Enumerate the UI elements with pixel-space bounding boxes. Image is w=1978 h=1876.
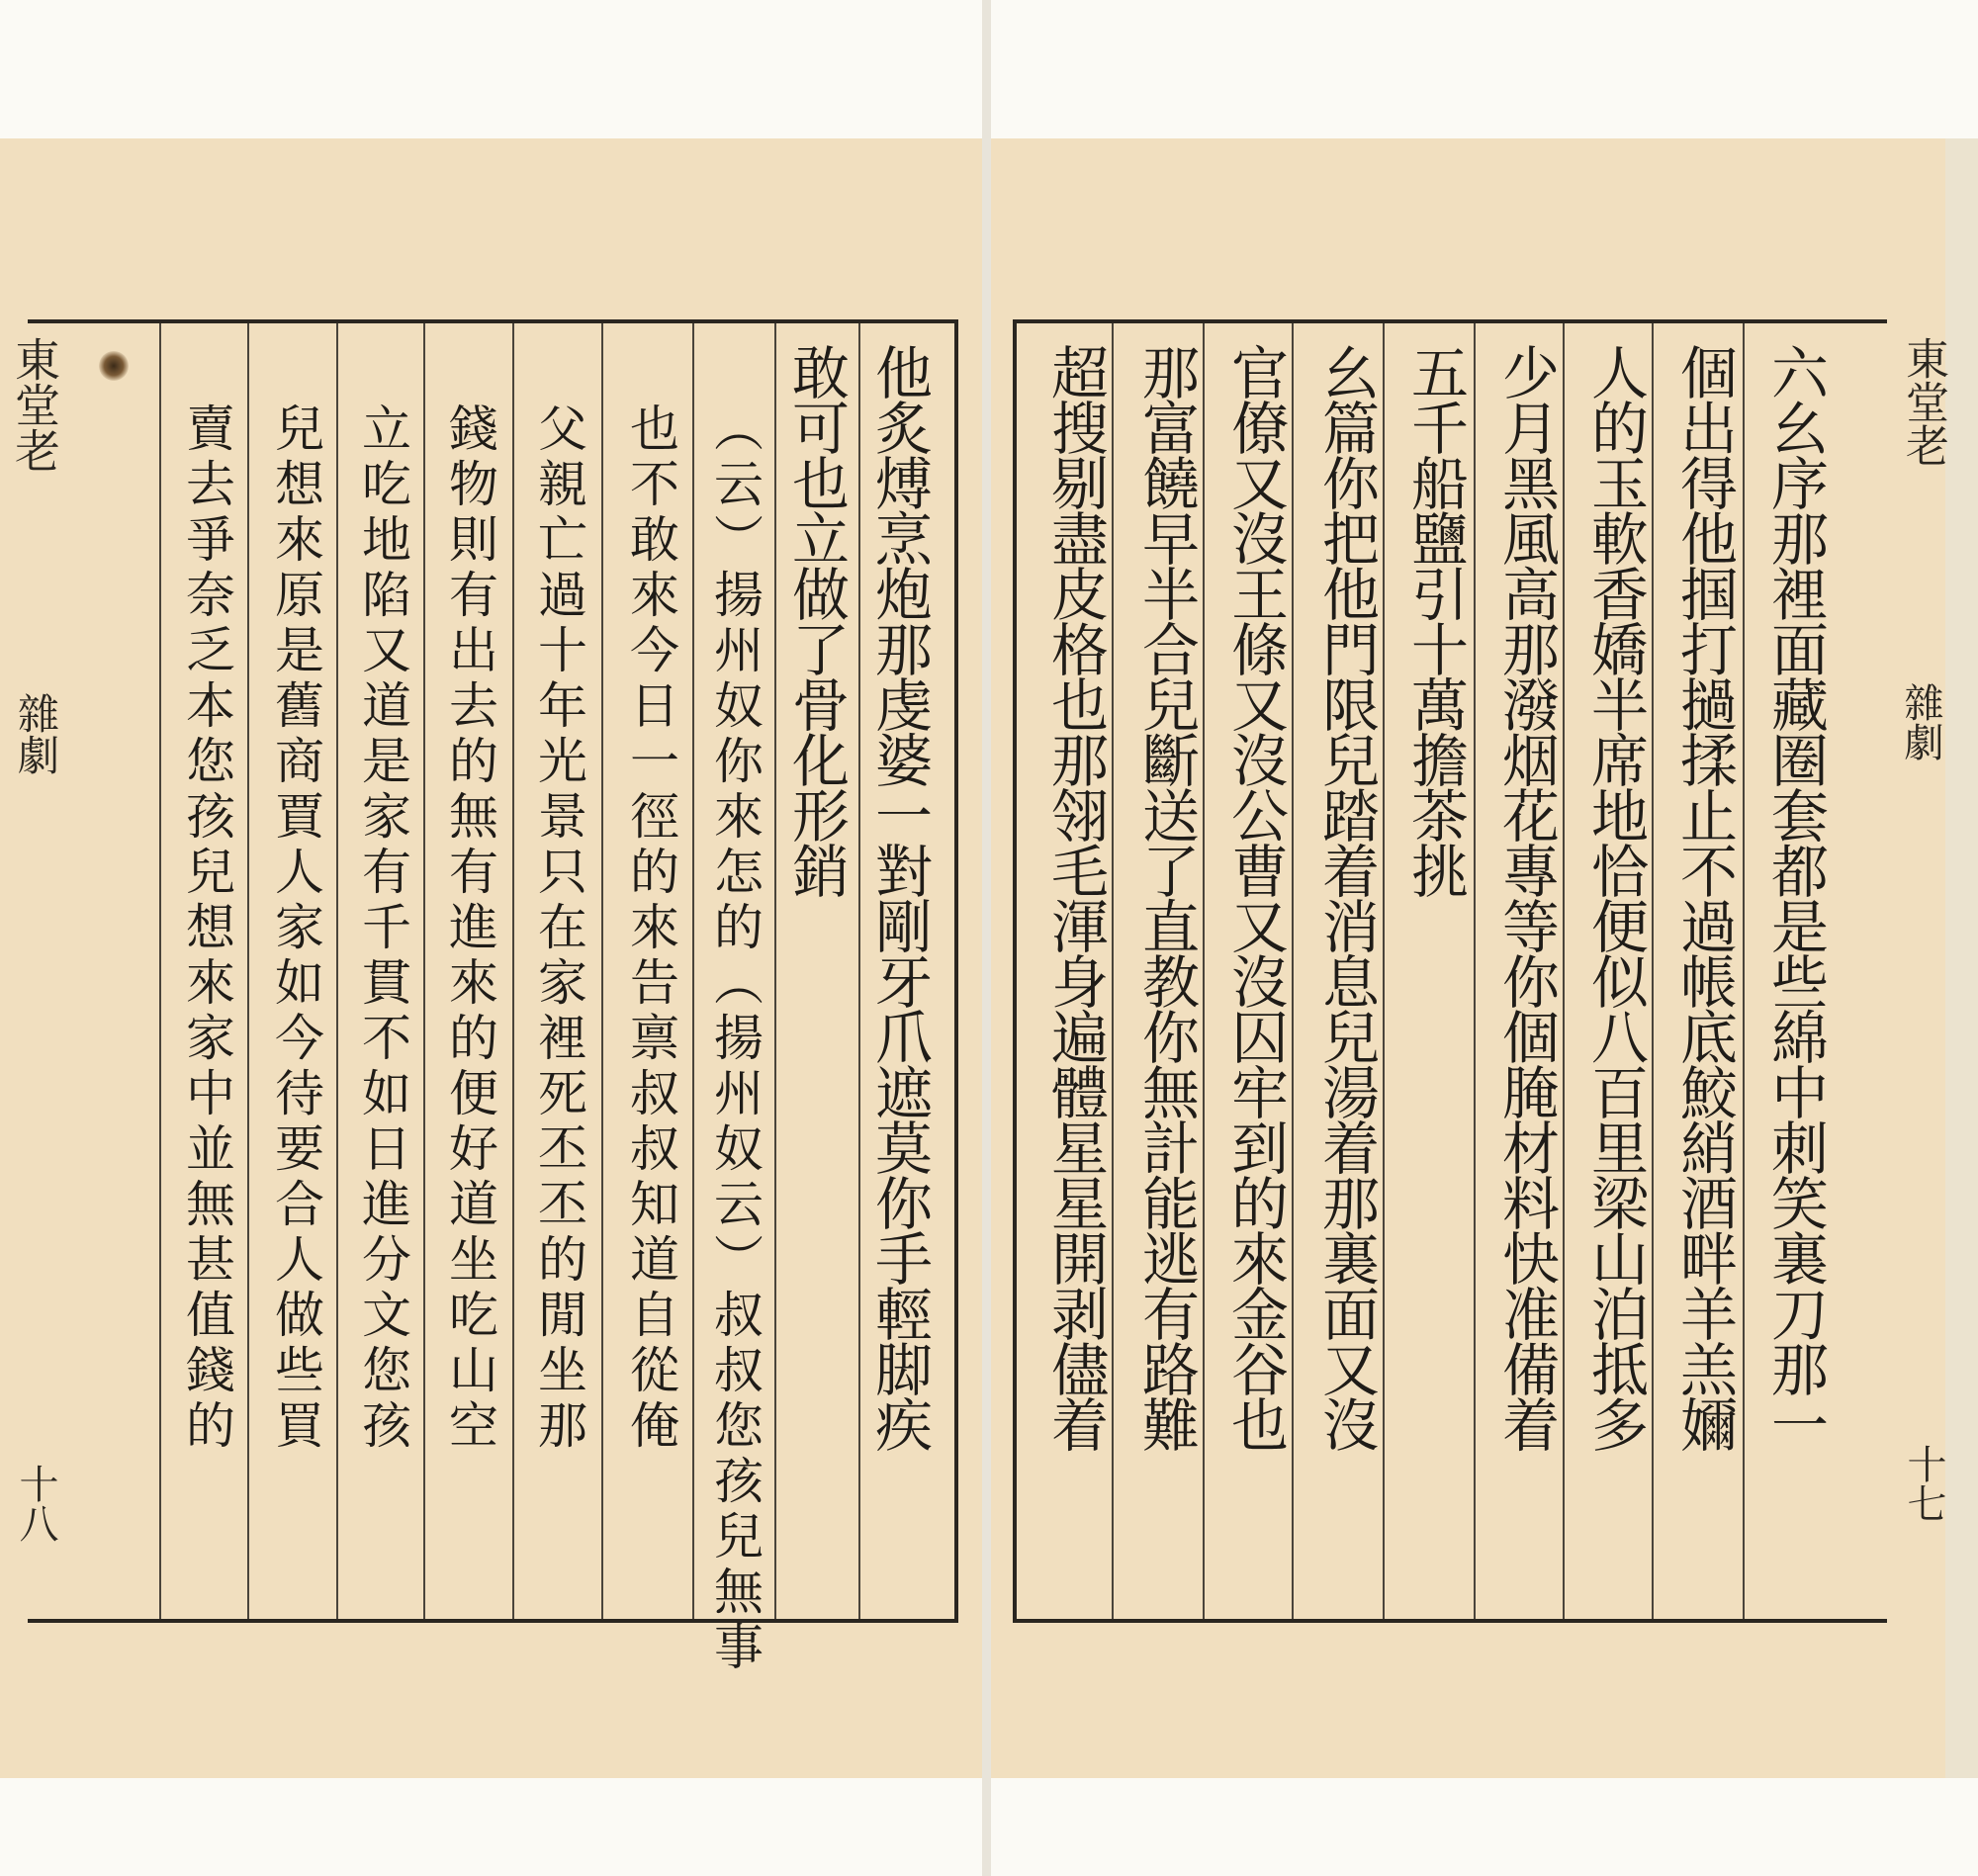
text-column-8: 兒想來原是舊商賈人家如今待要合人做些買 [267, 402, 324, 1455]
text-column-2: 個出得他掴打撾揉止不過帳底鮫綃酒畔羊羔嬭 [1670, 343, 1738, 1451]
column-rule [774, 323, 776, 1619]
column-rule [1203, 323, 1205, 1619]
column-rule [1292, 323, 1294, 1619]
text-column-1: 他炙煿烹炮那虔婆一對剛牙爪遮莫你手輕脚疾 [865, 343, 933, 1451]
left-folio-number: 十八 [13, 1464, 58, 1543]
text-column-9: 超搜剔盡皮格也那翎毛渾身遍體星星開剥儘着 [1041, 343, 1109, 1451]
text-column-3: 人的玉軟香嬌半席地恰便似八百里梁山泊抵多 [1581, 343, 1649, 1451]
left-margin-title: 東堂老 [8, 336, 61, 473]
column-rule [159, 323, 161, 1619]
text-column-2: 敢可也立做了骨化形銷 [782, 343, 850, 897]
book-gutter [982, 0, 991, 1876]
column-rule [1563, 323, 1565, 1619]
text-column-4: 少月黑風高那潑烟花專等你個腌材料快准備着 [1492, 343, 1560, 1451]
column-rule [1743, 323, 1745, 1619]
text-column-6: 錢物則有出去的無有進來的便好道坐吃山空 [441, 402, 498, 1455]
text-column-7: 官僚又沒王條又沒公曹又沒囚牢到的來金谷也 [1221, 343, 1289, 1451]
column-rule [512, 323, 514, 1619]
column-rule [1652, 323, 1654, 1619]
right-folio-number: 十七 [1901, 1444, 1946, 1523]
text-column-4: 也不敢來今日一徑的來告禀叔叔知道自從俺 [622, 402, 679, 1455]
text-column-1: 六幺序那裡面藏圈套都是些綿中刺笑裏刀那一 [1761, 343, 1829, 1451]
left-page [0, 138, 982, 1778]
column-rule [601, 323, 603, 1619]
right-text-frame [1013, 319, 1887, 1623]
text-column-6: 幺篇你把他門限兒踏着消息兒湯着那裏面又沒 [1312, 343, 1380, 1451]
column-rule [423, 323, 425, 1619]
text-column-3: （云）揚州奴你來怎的（揚州奴云）叔叔您孩兒無事 [706, 402, 764, 1676]
text-column-5: 父親亡過十年光景只在家裡死丕丕的閒坐那 [530, 402, 587, 1455]
column-rule [1112, 323, 1114, 1619]
text-column-5: 五千船鹽引十萬擔茶挑 [1401, 343, 1469, 897]
right-page [991, 138, 1948, 1778]
text-column-9: 賣去爭奈乏本您孩兒想來家中並無甚值錢的 [178, 402, 235, 1455]
column-rule [1474, 323, 1476, 1619]
text-column-8: 那富饒早半合兒斷送了直教你無計能逃有路難 [1132, 343, 1200, 1451]
column-rule [858, 323, 860, 1619]
text-column-7: 立吃地陷又道是家有千貫不如日進分文您孩 [354, 402, 411, 1455]
left-margin-section: 雜劇 [12, 692, 60, 775]
column-rule [336, 323, 338, 1619]
right-margin-section: 雜劇 [1898, 682, 1943, 761]
column-rule [1383, 323, 1385, 1619]
right-margin-title: 東堂老 [1898, 336, 1948, 467]
column-rule [692, 323, 694, 1619]
left-text-frame [28, 319, 958, 1676]
column-rule [247, 323, 249, 1619]
